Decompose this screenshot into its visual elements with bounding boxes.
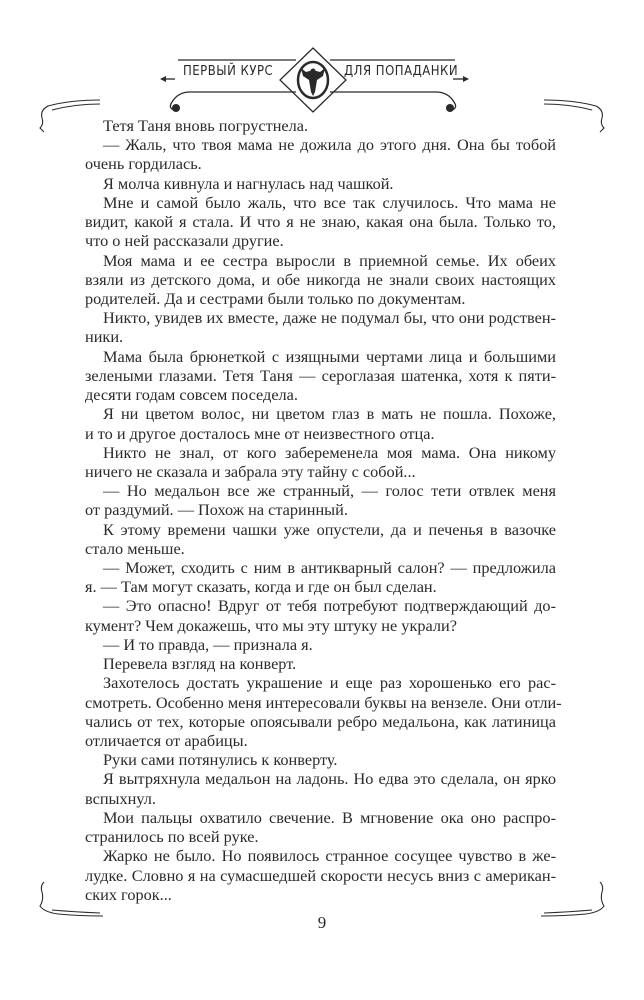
paragraph — [85, 443, 556, 481]
text-line: десяти годам совсем поседела. — [85, 385, 298, 405]
paragraph — [85, 558, 556, 596]
paragraph — [85, 808, 556, 846]
text-line: — Может, сходить с ним в антикварный салон? — предложила — [103, 558, 556, 578]
text-line: — Но медальон все же странный, — голос тети отвлек меня — [103, 481, 556, 501]
series-title-left: ПЕРВЫЙ КУРС — [183, 64, 274, 79]
text-line: Перевела взгляд на конверт. — [103, 654, 297, 674]
text-line: — Это опасно! Вдруг от тебя потребуют подтверждающий до- — [103, 596, 556, 616]
text-line: — Жаль, что твоя мама не дожила до этого дня. Она бы тобой — [103, 135, 556, 155]
paragraph — [85, 654, 556, 673]
paragraph — [85, 251, 556, 309]
text-line: стало меньше. — [85, 538, 185, 558]
text-line: — И то правда, — признала я. — [103, 634, 313, 654]
paragraph — [85, 520, 556, 558]
series-title-right: ДЛЯ ПОПАДАНКИ — [344, 64, 459, 79]
text-line: Тетя Таня вновь погрустнела. — [103, 116, 309, 135]
paragraph — [85, 750, 556, 769]
text-line: Никто, увидев их вместе, даже не подумал бы, что они родствен- — [103, 308, 556, 328]
text-line: чались от тех, которые опоясывали ребро медальона, как латиница — [85, 711, 556, 731]
text-line: Мама была брюнеткой с изящными чертами лица и большими — [103, 346, 556, 366]
text-line: смотреть. Особенно меня интересовали буквы на вензеле. Они отли- — [85, 692, 562, 712]
text-line: и то и другое досталось мне от неизвестного отца. — [85, 423, 435, 443]
text-line: К этому времени чашки уже опустели, да и печенья в вазочке — [103, 519, 556, 539]
text-line: очень гордилась. — [85, 154, 202, 174]
text-line: отличается от арабицы. — [85, 731, 248, 750]
text-line: Захотелось достать украшение и еще раз хорошенько его рас- — [103, 673, 556, 693]
book-page-text — [85, 116, 562, 904]
paragraph — [85, 635, 556, 654]
text-line: Жарко не было. Но появилось странное сосущее чувство в же- — [103, 846, 556, 866]
text-line: взяли из детского дома, и обе никогда не знали своих настоящих — [85, 269, 556, 289]
text-line: ничего не сказала и забрала эту тайну с собой... — [85, 461, 416, 481]
paragraph — [85, 193, 556, 251]
text-line: ских горок... — [85, 884, 172, 904]
paragraph — [85, 116, 556, 135]
text-line: Я вытряхнула медальон на ладонь. Но едва это сделала, он ярко — [103, 769, 556, 789]
paragraph — [85, 596, 556, 634]
paragraph — [85, 404, 556, 442]
text-line: Никто не знал, от кого забеременела моя мама. Она никому — [103, 442, 556, 462]
page-number: 9 — [317, 913, 327, 932]
text-line: видит, какой я стала. И что я не знаю, какая она была. Только то, — [85, 212, 556, 232]
text-line: Моя мама и ее сестра выросли в приемной семье. Их обеих — [103, 250, 556, 270]
paragraph — [85, 347, 556, 405]
text-line: что о ней рассказали другие. — [85, 231, 284, 251]
text-line: Руки сами потянулись к конверту. — [103, 750, 338, 770]
text-line: вспыхнул. — [85, 788, 156, 808]
paragraph — [85, 769, 556, 807]
text-line: зелеными глазами. Тетя Таня — сероглазая шатенка, хотя к пяти- — [85, 365, 556, 385]
text-line: Мои пальцы охватило свечение. В мгновение ока оно распро- — [103, 807, 556, 827]
paragraph — [85, 673, 562, 750]
text-line: лудке. Словно я на сумасшедшей скорости несусь вниз с американ- — [85, 865, 556, 885]
text-line: я. — Там могут сказать, когда и где он был сделан. — [85, 577, 437, 597]
paragraph — [85, 308, 556, 346]
text-line: Я молча кивнула и нагнулась над чашкой. — [103, 173, 394, 193]
text-line: Мне и самой было жаль, что все так случилось. Что мама не — [103, 192, 556, 212]
paragraph — [85, 481, 556, 519]
text-line: кумент? Чем докажешь, что мы эту штуку не украли? — [85, 615, 457, 635]
paragraph — [85, 174, 556, 193]
paragraph — [85, 135, 556, 173]
text-line: Я ни цветом волос, ни цветом глаз в мать не пошла. Похоже, — [103, 404, 556, 424]
text-line: родителей. Да и сестрами были только по документам. — [85, 288, 466, 308]
text-line: ники. — [85, 327, 124, 347]
text-line: от раздумий. — Похож на старинный. — [85, 500, 348, 520]
text-line: странилось по всей руке. — [85, 827, 259, 847]
